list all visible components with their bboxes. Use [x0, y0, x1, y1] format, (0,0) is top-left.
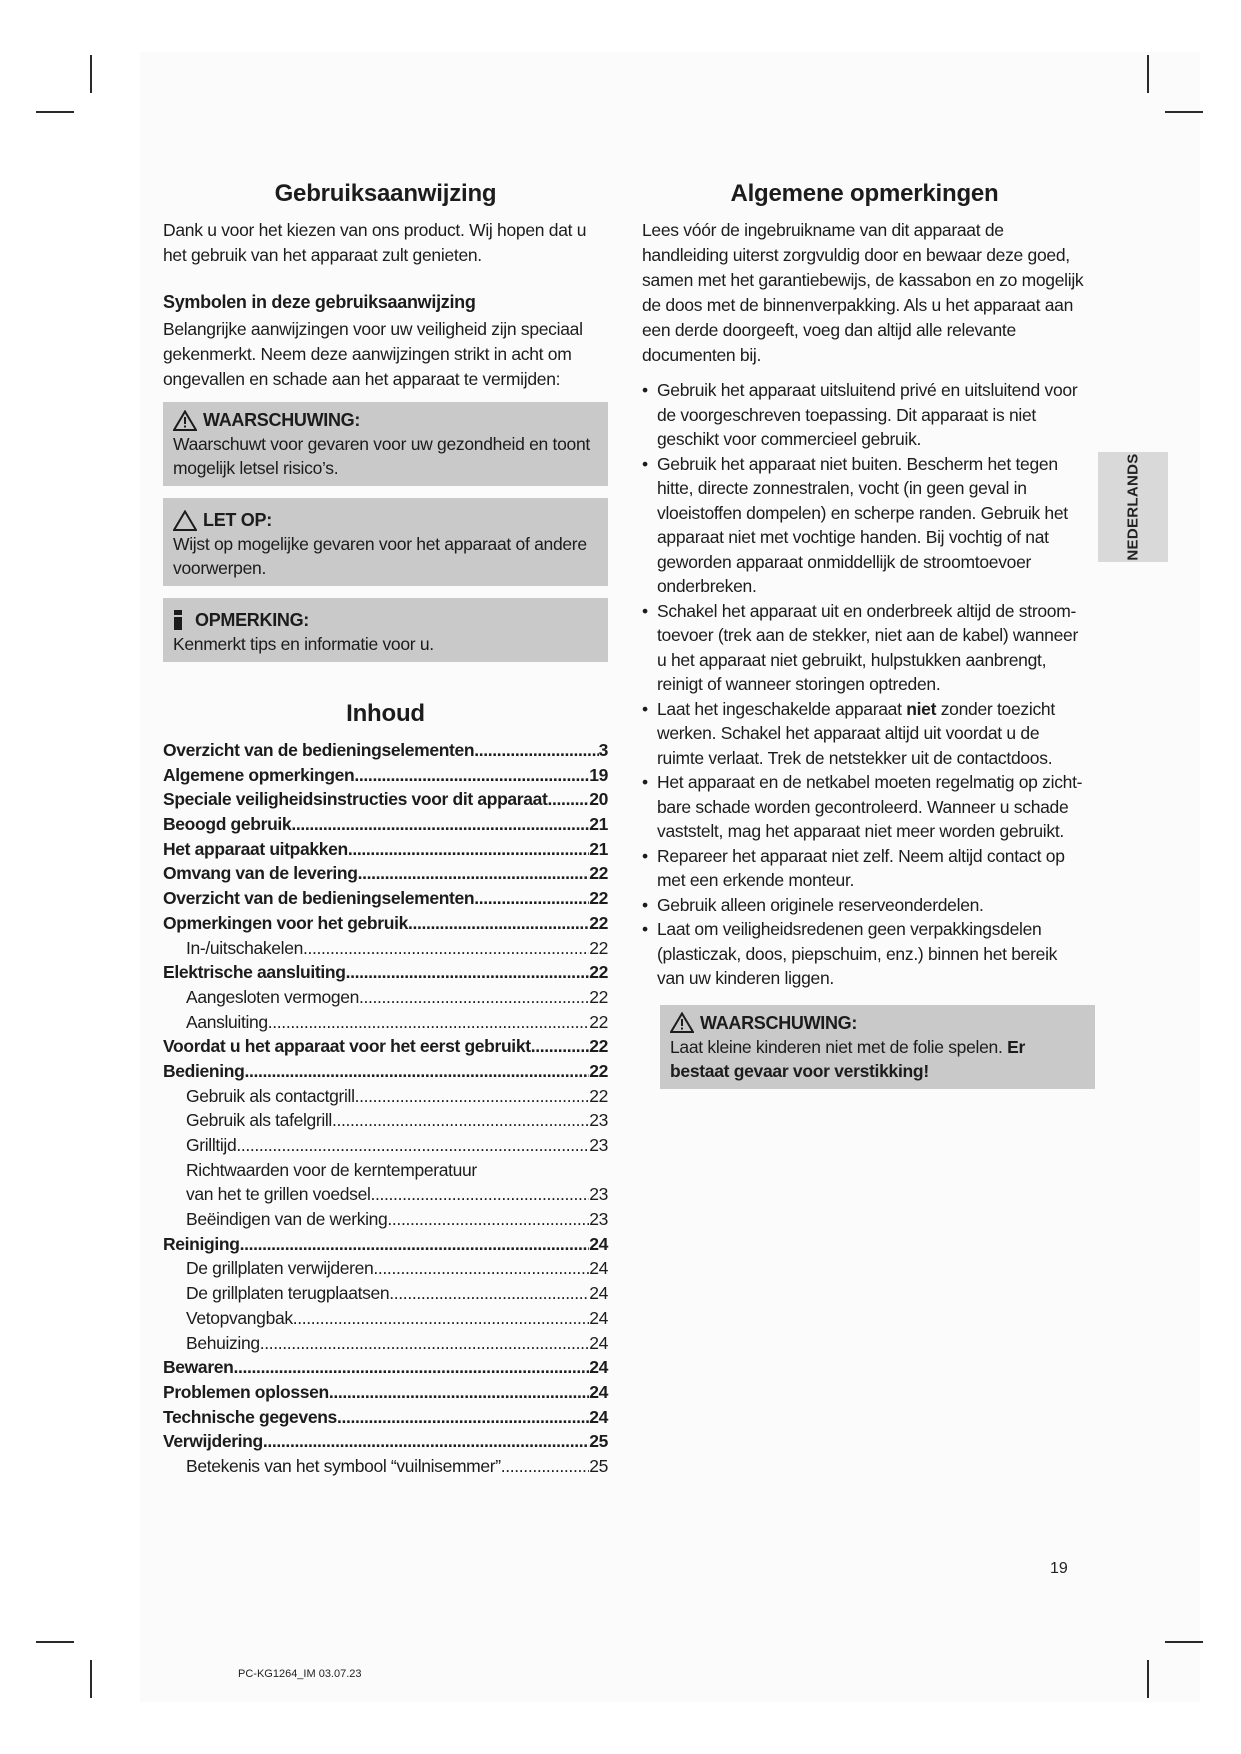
toc-page-number: 24 [589, 1332, 608, 1353]
toc-page-number: 24 [589, 1233, 608, 1254]
toc-page-number: 23 [589, 1110, 608, 1131]
toc-entry: Het apparaat uitpakken ..... 21 [163, 839, 608, 864]
toc-page-number: 23 [589, 1184, 608, 1205]
toc-page-number: 24 [589, 1406, 608, 1427]
toc-page-number: 21 [589, 814, 608, 835]
crop-mark [1165, 1641, 1203, 1643]
toc-entry: Aansluiting ..... 22 [163, 1012, 608, 1037]
toc-entry: Gebruik als contactgrill ..... 22 [163, 1086, 608, 1111]
warning-heading: WAARSCHUWING: [700, 1012, 858, 1033]
note-box [163, 598, 608, 662]
toc-entry: Behuizing ..... 24 [163, 1333, 608, 1358]
toc-entry: Beoogd gebruik ..... 21 [163, 814, 608, 839]
toc-page-number: 20 [589, 789, 608, 810]
toc-entry: Algemene opmerkingen ..... 19 [163, 765, 608, 790]
right-column [642, 180, 1087, 1089]
toc-entry: De grillplaten terugplaatsen ..... 24 [163, 1283, 608, 1308]
symbols-text: Belangrijke aanwijzingen voor uw veiligheid zijn speciaal gekenmerkt. Neem deze aanwijzingen strikt in acht om ongevallen en schade aan het apparaat te vermijden: [163, 319, 583, 389]
warning-box [163, 402, 608, 486]
toc-title: Inhoud [346, 700, 425, 727]
crop-mark [36, 1641, 74, 1643]
toc-page-number: 22 [589, 1085, 608, 1106]
table-of-contents [163, 740, 608, 1481]
crop-mark [1165, 111, 1203, 113]
left-column [163, 180, 608, 1481]
page-title: Gebruiksaanwijzing [274, 180, 497, 207]
toc-entry: De grillplaten verwijderen ..... 24 [163, 1258, 608, 1283]
list-item: • Repareer het apparaat niet zelf. Neem altijd contact op met een erkende monteur. [642, 844, 1087, 893]
toc-page-number: 25 [589, 1455, 608, 1476]
note-text: Kenmerkt tips en informatie voor u. [173, 634, 434, 654]
list-item: • Gebruik het apparaat uitsluitend privé en uitsluitend voor de voorgeschreven toepassing. Dit apparaat is niet geschikt voor commercieel gebruik. [642, 378, 1087, 452]
toc-page-number: 22 [589, 1060, 608, 1081]
toc-page-number: 24 [589, 1357, 608, 1378]
warning-heading: WAARSCHUWING: [203, 410, 361, 430]
toc-page-number: 22 [589, 962, 608, 983]
toc-entry: Bediening ..... 22 [163, 1061, 608, 1086]
crop-mark [36, 111, 74, 113]
toc-entry: In-/uitschakelen ..... 22 [163, 938, 608, 963]
toc-page-number: 19 [589, 764, 608, 785]
toc-entry: Overzicht van de bedieningselementen ..... 3 [163, 740, 608, 765]
toc-page-number: 22 [589, 986, 608, 1007]
toc-page-number: 22 [589, 888, 608, 909]
section-title: Algemene opmerkingen [730, 180, 999, 207]
toc-page-number: 22 [589, 863, 608, 884]
toc-page-number: 22 [589, 1011, 608, 1032]
warning-triangle-icon [173, 410, 197, 431]
list-item: • Laat het ingeschakelde apparaat niet zonder toezicht werken. Schakel het apparaat altijd uit voordat u de ruimte verlaat. Trek de netstekker uit de contactdoos. [642, 697, 1087, 771]
crop-mark [90, 1660, 92, 1698]
warning-text: Waarschuwt voor gevaren voor uw gezondheid en toont mogelijk letsel risico’s. [173, 434, 590, 478]
toc-entry: Problemen oplossen ..... 24 [163, 1382, 608, 1407]
list-item: • Gebruik alleen originele reserveonderdelen. [642, 893, 1087, 918]
general-intro: Lees vóór de ingebruikname van dit apparaat de handleiding uiterst zorgvuldig door en bewaar deze goed, samen met het garantiebewijs, de kassabon en zo mogelijk de doos met de binnenverpakking. Als u het apparaat aan een derde doorgeeft, voeg dan altijd alle relevante documenten bij. [642, 220, 1084, 365]
warning-triangle-icon [670, 1012, 694, 1033]
crop-mark [1147, 55, 1149, 93]
toc-entry: Verwijdering ..... 25 [163, 1431, 608, 1456]
caution-triangle-icon [173, 510, 197, 531]
toc-entry: Betekenis van het symbool “vuilnisemmer” ..... 25 [163, 1456, 608, 1481]
toc-entry: Opmerkingen voor het gebruik ..... 22 [163, 913, 608, 938]
list-item: • Gebruik het apparaat niet buiten. Bescherm het tegen hitte, directe zonnestralen, vocht (in geen geval in vloeistoffen dompelen) en scherpe randen. Gebruik het apparaat niet met vochtige handen. Bij vochtig of nat geworden apparaat onmiddellijk de stroomtoevoer onderbreken. [642, 452, 1087, 599]
toc-page-number: 23 [589, 1209, 608, 1230]
toc-entry: Elektrische aansluiting ..... 22 [163, 962, 608, 987]
toc-page-number: 24 [589, 1381, 608, 1402]
toc-entry: Voordat u het apparaat voor het eerst gebruikt ..... 22 [163, 1036, 608, 1061]
toc-page-number: 3 [598, 740, 608, 760]
list-item: • Schakel het apparaat uit en onderbreek altijd de stroom-toevoer (trek aan de stekker, niet aan de kabel) wanneer u het apparaat niet gebruikt, hulpstukken aanbrengt, reinigt of wanneer storingen optreden. [642, 599, 1087, 697]
info-icon [173, 609, 183, 631]
crop-mark [1147, 1660, 1149, 1698]
toc-page-number: 24 [589, 1283, 608, 1304]
toc-entry: Reiniging ..... 24 [163, 1234, 608, 1259]
note-heading: OPMERKING: [195, 610, 310, 630]
crop-mark [90, 55, 92, 93]
toc-entry: Vetopvangbak ..... 24 [163, 1308, 608, 1333]
safety-list [642, 378, 1087, 991]
toc-page-number: 22 [589, 937, 608, 958]
toc-entry: Bewaren ..... 24 [163, 1357, 608, 1382]
document-code: PC-KG1264_IM 03.07.23 [238, 1668, 362, 1680]
toc-entry: Technische gegevens ..... 24 [163, 1407, 608, 1432]
toc-page-number: 22 [589, 912, 608, 933]
caution-box [163, 498, 608, 586]
choking-warning-box [660, 1005, 1095, 1089]
toc-page-number: 23 [589, 1135, 608, 1155]
toc-entry: Speciale veiligheidsinstructies voor dit apparaat ..... 20 [163, 789, 608, 814]
toc-entry: Overzicht van de bedieningselementen ..... 22 [163, 888, 608, 913]
list-item: • Het apparaat en de netkabel moeten regelmatig op zicht-bare schade worden gecontroleerd. Wanneer u schade vaststelt, mag het apparaat niet meer worden gebruikt. [642, 770, 1087, 844]
toc-page-number: 21 [589, 838, 608, 859]
language-tab: NEDERLANDS [1098, 452, 1168, 562]
toc-entry: Aangesloten vermogen ..... 22 [163, 987, 608, 1012]
list-item: • Laat om veiligheidsredenen geen verpakkingsdelen (plasticzak, doos, piepschuim, enz.) binnen het bereik van uw kinderen liggen. [642, 917, 1087, 991]
caution-text: Wijst op mogelijke gevaren voor het apparaat of andere voorwerpen. [173, 534, 587, 578]
toc-entry: van het te grillen voedsel ..... 23 [163, 1184, 608, 1209]
page-number: 19 [1050, 1560, 1068, 1577]
symbols-heading: Symbolen in deze gebruiksaanwijzing [163, 292, 476, 312]
caution-heading: LET OP: [203, 510, 272, 530]
toc-entry: Grilltijd ..... 23 [163, 1135, 608, 1160]
warning-text: Laat kleine kinderen niet met de folie spelen. Er bestaat gevaar voor verstikking! [670, 1036, 1025, 1081]
toc-entry: Richtwaarden voor de kerntemperatuur [186, 1159, 477, 1180]
toc-page-number: 22 [589, 1036, 608, 1057]
toc-page-number: 24 [589, 1258, 608, 1279]
toc-entry: Gebruik als tafelgrill ..... 23 [163, 1110, 608, 1135]
toc-entry: Omvang van de levering ..... 22 [163, 863, 608, 888]
toc-entry: Beëindigen van de werking ..... 23 [163, 1209, 608, 1234]
toc-page-number: 25 [589, 1431, 608, 1452]
toc-page-number: 24 [589, 1307, 608, 1328]
intro-text: Dank u voor het kiezen van ons product. Wij hopen dat u het gebruik van het apparaat zult genieten. [163, 220, 587, 265]
